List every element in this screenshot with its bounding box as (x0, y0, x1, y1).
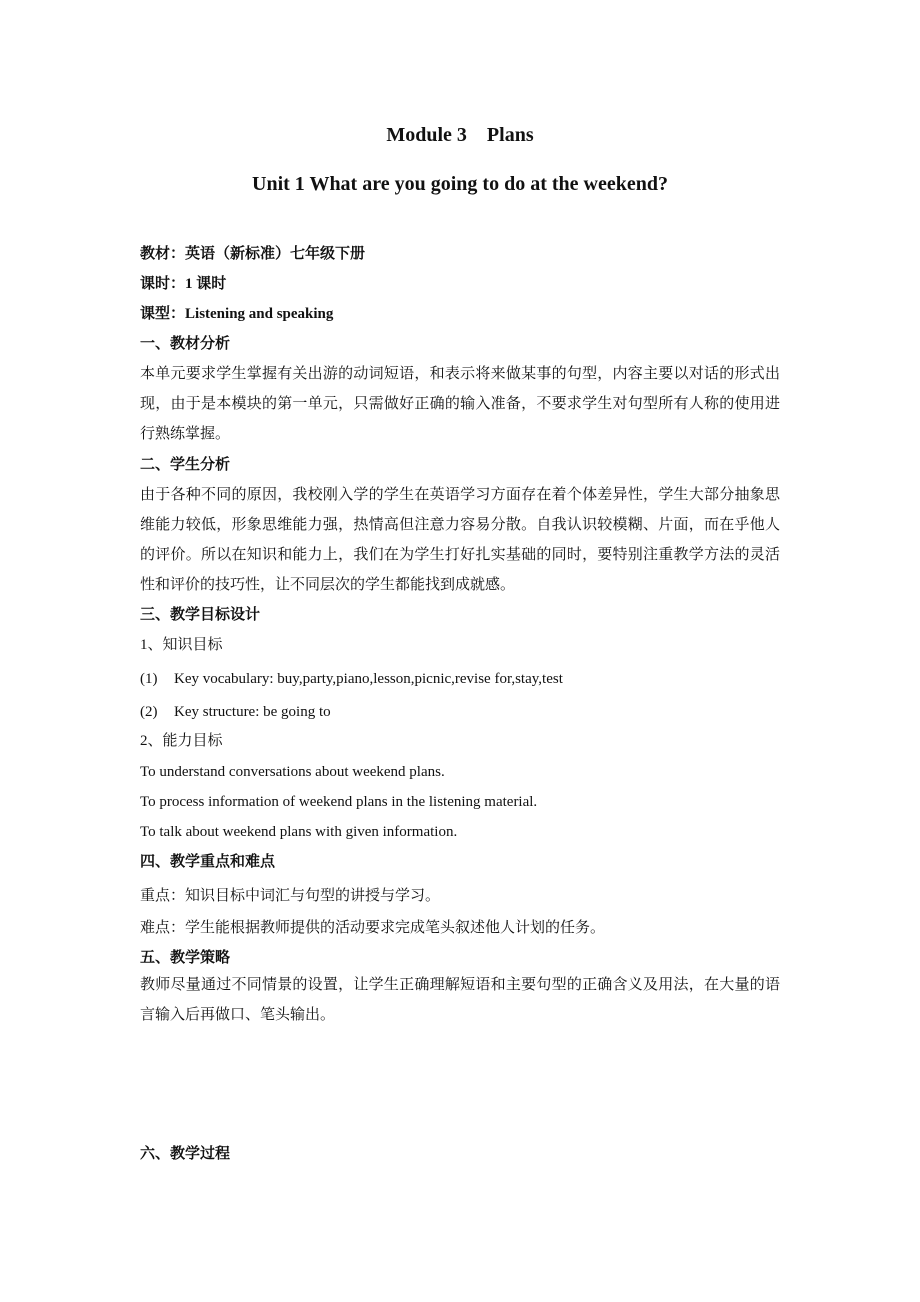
ability-goal-2: To process information of weekend plans in the listening material. (140, 794, 538, 810)
knowledge-goal-item-1 (140, 669, 563, 689)
item-number: (2) (140, 704, 158, 720)
unit-title: Unit 1 What are you going to do at the weekend? (252, 173, 668, 195)
lesson-type-info (140, 304, 333, 324)
lesson-type-value: Listening and speaking (185, 306, 334, 322)
module-title: Module 3 Plans (386, 124, 534, 146)
section-2-heading: 二、学生分析 (140, 457, 231, 473)
ability-goal-1: To understand conversations about weekend plans. (140, 764, 445, 780)
lesson-type-label: 课型： (140, 306, 186, 322)
difficult-point: 难点：学生能根据教师提供的活动要求完成笔头叙述他人计划的任务。 (140, 920, 606, 936)
textbook-info (140, 244, 365, 264)
key-point: 重点：知识目标中词汇与句型的讲授与学习。 (140, 888, 441, 904)
section-2-text: 由于各种不同的原因，我校刚入学的学生在英语学习方面存在着个体差异性，学生大部分抽象思维能力较低，形象思维能力强，热情高但注意力容易分散。自我认识较模糊、片面，而在乎他人的评价。所以在知识和能力上，我们在为学生打好扎实基础的同时，要特别注重教学方法的灵活性和评价的技巧性，让不同层次的学生都能找到成就感。 (140, 487, 780, 593)
ability-goal-heading: 2、能力目标 (140, 733, 223, 749)
item-text: Key vocabulary: buy,party,piano,lesson,picnic,revise for,stay,test (174, 671, 563, 687)
section-5-text: 教师尽量通过不同情景的设置，让学生正确理解短语和主要句型的正确含义及用法，在大量的语言输入后再做口、笔头输出。 (140, 977, 780, 1023)
section-3-heading: 三、教学目标设计 (140, 607, 261, 623)
section-1-text: 本单元要求学生掌握有关出游的动词短语，和表示将来做某事的句型，内容主要以对话的形式出现，由于是本模块的第一单元，只需做好正确的输入准备，不要求学生对句型所有人称的使用进行熟练掌握。 (140, 366, 780, 442)
hours-value: 1 课时 (185, 276, 227, 292)
textbook-value: 英语（新标准）七年级下册 (185, 246, 366, 262)
ability-goal-3: To talk about weekend plans with given information. (140, 824, 458, 840)
section-4-heading: 四、教学重点和难点 (140, 854, 276, 870)
textbook-label: 教材： (140, 246, 186, 262)
section-5-heading: 五、教学策略 (140, 950, 231, 966)
hours-info (140, 274, 226, 294)
section-6-heading: 六、教学过程 (140, 1146, 231, 1162)
item-number: (1) (140, 671, 158, 687)
knowledge-goal-item-2 (140, 702, 331, 722)
knowledge-goal-heading: 1、知识目标 (140, 637, 223, 653)
item-text: Key structure: be going to (174, 704, 331, 720)
hours-label: 课时： (140, 276, 186, 292)
section-1-heading: 一、教材分析 (140, 336, 231, 352)
